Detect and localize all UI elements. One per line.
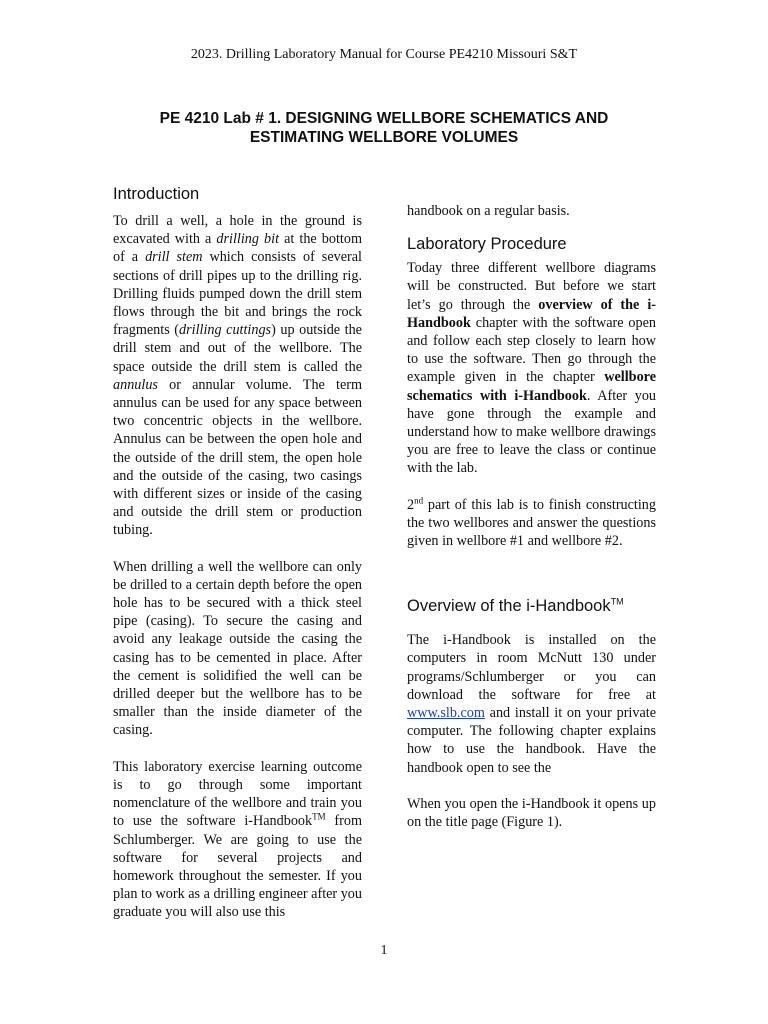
text-run: Overview of the i-Handbook xyxy=(407,597,611,616)
trademark-sup: TM xyxy=(312,811,326,822)
term-drilling-cuttings: drilling cuttings xyxy=(179,322,272,339)
document-title xyxy=(100,109,668,147)
text-run: To drill a well, a hole in the ground is excavated with a xyxy=(113,213,362,248)
text-run: or annular volume. The term annulus can be used for any space between two concentric objects in the wellbore. Annulus can be between the open hole and the outside of the drill stem, the open hole and the outside of the casing, two casings with different sizes or inside of the casing and outside the drill stem or production tubing. xyxy=(113,376,362,539)
text-run: Today three different wellbore diagrams will be constructed. But before we start let’s go through the xyxy=(407,260,656,313)
text-run: at the bottom of a xyxy=(113,231,362,266)
title-line-1: PE 4210 Lab # 1. DESIGNING WELLBORE SCHEMATICS AND xyxy=(159,110,609,127)
term-drilling-bit: drilling bit xyxy=(216,231,280,248)
intro-paragraph-3 xyxy=(113,758,362,922)
term-drill-stem: drill stem xyxy=(145,249,203,266)
continuation-text: handbook on a regular basis. xyxy=(407,203,570,219)
term-annulus: annulus xyxy=(113,376,158,393)
lab-procedure-heading: Laboratory Procedure xyxy=(407,235,567,254)
text-run: part of this lab is to finish constructing the two wellbores and answer the questions given in wellbore #1 and wellbore #2. xyxy=(407,496,656,550)
intro-paragraph-2: When drilling a well the wellbore can only be drilled to a certain depth before the open hole has to be secured with a thick steel pipe (casing). To secure the casing and avoid any leakage outside the casing the casing has to be cemented in place. After the cement is solidified the well can be drilled deeper but the wellbore has to be smaller than the inside diameter of the casing. xyxy=(113,558,362,739)
right-column xyxy=(407,202,656,831)
page-number: 1 xyxy=(380,943,388,958)
text-run: ) up outside the drill stem and out of the wellbore. The space outside the drill stem is called the xyxy=(113,322,362,375)
chapter-ref-schematics: wellbore schematics with i-Handbook xyxy=(407,369,656,404)
overview-paragraph-1 xyxy=(407,631,656,777)
text-run: . After you have gone through the example and understand how to make wellbore drawings you are free to leave the class or continue with the lab. xyxy=(407,387,657,477)
text-run: The i-Handbook is installed on the computers in room McNutt 130 under programs/Schlumberger or you can download the software for free at xyxy=(407,632,656,703)
left-column xyxy=(113,184,362,922)
ordinal-sup: nd xyxy=(414,494,424,505)
text-run: This laboratory exercise learning outcome is to go through some important nomenclature of the wellbore and train you to use the software i-Handbook xyxy=(113,758,362,830)
lab-paragraph-1 xyxy=(407,259,656,477)
lab-paragraph-2 xyxy=(407,496,656,551)
text-run: and install it on your private computer. The following chapter explains how to use the handbook. Have the handbook open to see the xyxy=(407,705,656,776)
text-run: chapter with the software open and follow each step closely to learn how to use the software. Then go through the example given in the chapter xyxy=(407,314,656,386)
text-run: which consists of several sections of drill pipes up to the drilling rig. Drilling fluids pumped down the drill stem flows through the bit and brings the rock fragments ( xyxy=(113,249,362,339)
overview-heading xyxy=(407,596,656,616)
introduction-heading: Introduction xyxy=(113,185,200,203)
chapter-ref-overview: overview of the i-Handbook xyxy=(407,296,656,331)
overview-paragraph-2: When you open the i-Handbook it opens up on the title page (Figure 1). xyxy=(407,795,656,831)
trademark-sup: TM xyxy=(610,596,624,607)
intro-paragraph-1 xyxy=(113,212,362,540)
text-run: from Schlumberger. We are going to use the software for several projects and homework throughout the semester. If you plan to work as a drilling engineer after you graduate you will also use this xyxy=(113,813,362,921)
slb-link[interactable]: www.slb.com xyxy=(407,705,485,722)
title-line-2: ESTIMATING WELLBORE VOLUMES xyxy=(249,129,519,146)
running-header: 2023. Drilling Laboratory Manual for Course PE4210 Missouri S&T xyxy=(190,47,578,62)
text-run: 2 xyxy=(407,496,415,513)
